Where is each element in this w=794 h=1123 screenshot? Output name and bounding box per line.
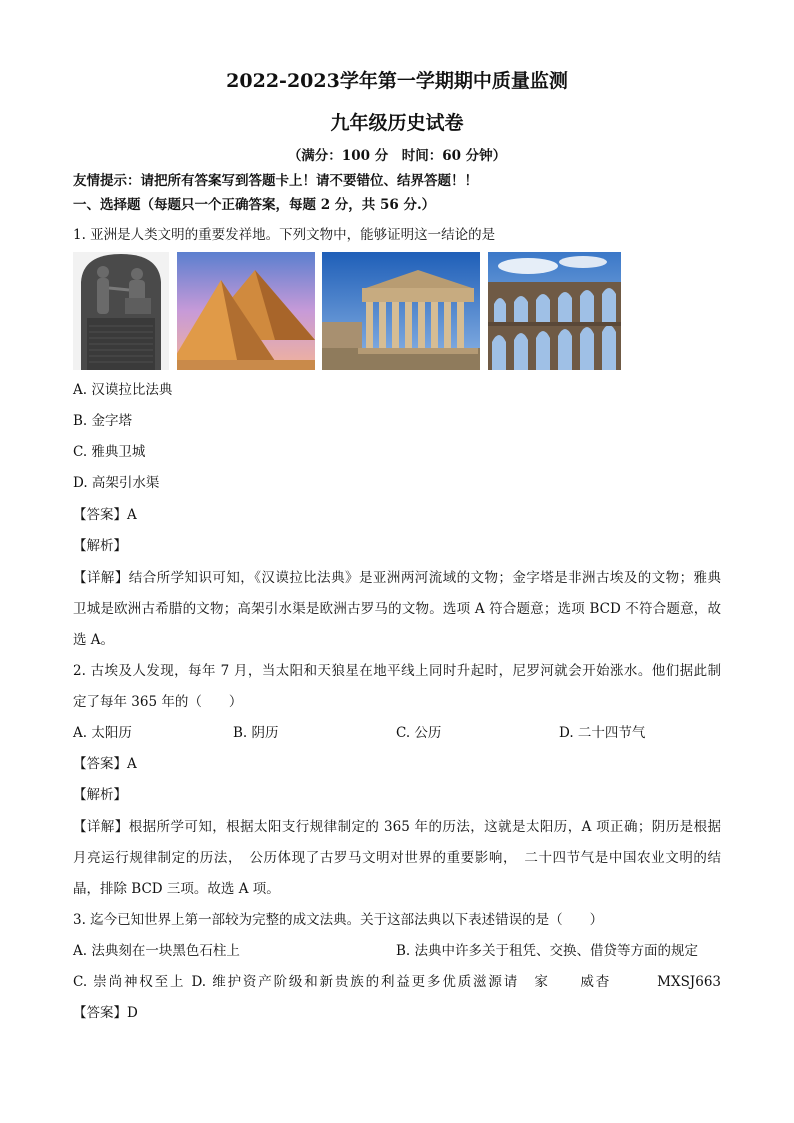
page-title: 2022-2023学年第一学期期中质量监测 (226, 70, 568, 92)
q1-answer: 【答案】A (73, 507, 137, 523)
q3-option-b: B. 法典中许多关于租凭、交换、借贷等方面的规定 (396, 943, 699, 959)
q3-option-a: A. 法典刻在一块黑色石柱上 (73, 943, 240, 959)
aqueduct-image (488, 252, 621, 370)
page-subtitle: 九年级历史试卷 (330, 112, 464, 134)
q2-detail-line: 【详解】根据所学可知，根据太阳支行规律制定的 365 年的历法，这就是太阳历，A 项正确；阴历是根据 (73, 819, 721, 835)
section-heading: 一、选择题（每题只一个正确答案，每题 2 分，共 56 分.） (73, 197, 436, 213)
q1-option-c: C. 雅典卫城 (73, 444, 146, 460)
score-time: （满分：100 分 时间：60 分钟） (287, 148, 507, 164)
q2-stem-line: 定了每年 365 年的（ ） (73, 694, 243, 710)
q2-option-b: B. 阴历 (233, 725, 279, 741)
q1-option-d: D. 高架引水渠 (73, 475, 160, 491)
q2-analysis: 【解析】 (73, 787, 127, 803)
q3-answer: 【答案】D (73, 1005, 138, 1021)
q1-option-a: A. 汉谟拉比法典 (73, 382, 173, 398)
q2-option-d: D. 二十四节气 (559, 725, 646, 741)
parthenon-image (322, 252, 480, 370)
q1-detail-line: 卫城是欧洲古希腊的文物；高架引水渠是欧洲古罗马的文物。选项 A 符合题意；选项 BCD 不符合题意，故 (73, 601, 721, 617)
q3-last-line: C. 崇尚神权至上 D. 维护资产阶级和新贵族的利益更多优质滋源请 家 威杳 MXSJ663 (73, 974, 721, 990)
q1-detail-line: 【详解】结合所学知识可知，《汉谟拉比法典》是亚洲两河流域的文物；金字塔是非洲古埃及的文物；雅典 (73, 570, 721, 586)
q2-answer: 【答案】A (73, 756, 137, 772)
q2-stem-line: 2. 古埃及人发现，每年 7 月，当太阳和天狼星在地平线上同时升起时，尼罗河就会开始涨水。他们据此制 (73, 663, 721, 679)
pyramids-image (177, 252, 315, 370)
tip-line: 友情提示：请把所有答案写到答题卡上！请不要错位、结界答题！！ (73, 173, 478, 189)
q3-stem: 3. 迄今已知世界上第一部较为完整的成文法典。关于这部法典以下表述错误的是（ ） (73, 912, 604, 928)
q2-detail-line: 月亮运行规律制定的历法， 公历体现了古罗马文明对世界的重要影响， 二十四节气是中国农业文明的结 (73, 850, 721, 866)
q1-option-b: B. 金字塔 (73, 413, 133, 429)
q1-detail-line: 选 A。 (73, 632, 115, 648)
hammurabi-stele-image (73, 252, 169, 370)
q1-analysis: 【解析】 (73, 538, 127, 554)
q1-stem: 1. 亚洲是人类文明的重要发祥地。下列文物中，能够证明这一结论的是 (73, 227, 496, 243)
q2-option-a: A. 太阳历 (73, 725, 132, 741)
q2-option-c: C. 公历 (396, 725, 442, 741)
q2-detail-line: 晶，排除 BCD 三项。故选 A 项。 (73, 881, 280, 897)
